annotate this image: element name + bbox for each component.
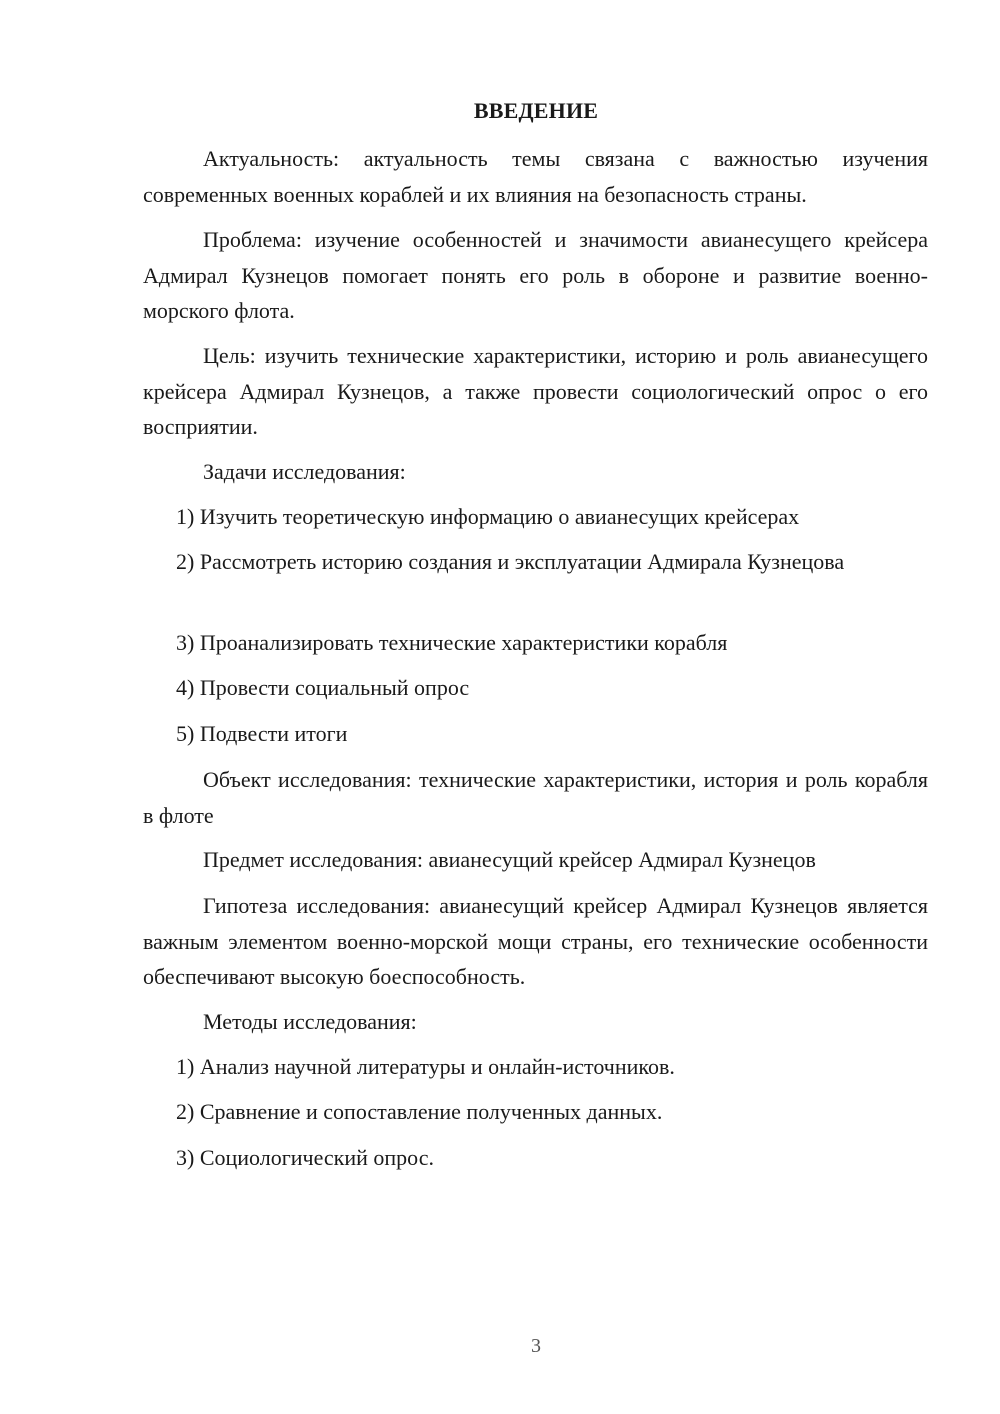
- task-item-2: 2) Рассмотреть историю создания и эксплуатации Адмирала Кузнецова: [176, 549, 845, 574]
- hypothesis-paragraph: Гипотеза исследования: авианесущий крейсер Адмирал Кузнецов является важным элементом военно-морской мощи страны, его технические особенности обеспечивают высокую боеспособность.: [143, 893, 928, 989]
- task-item-3: 3) Проанализировать технические характеристики корабля: [176, 630, 728, 655]
- task-item-4: 4) Провести социальный опрос: [176, 675, 470, 700]
- task-item-1: 1) Изучить теоретическую информацию о авианесущих крейсерах: [176, 504, 800, 529]
- problem-paragraph: Проблема: изучение особенностей и значимости авианесущего крейсера Адмирал Кузнецов помогает понять его роль в обороне и развитие военно-морского флота.: [143, 227, 928, 323]
- relevance-paragraph: Актуальность: актуальность темы связана с важностью изучения современных военных кораблей и их влияния на безопасность страны.: [143, 146, 928, 207]
- methods-heading: Методы исследования:: [203, 1009, 417, 1034]
- page-number: 3: [531, 1335, 541, 1357]
- object-paragraph: Объект исследования: технические характеристики, история и роль корабля в флоте: [143, 767, 928, 828]
- goal-paragraph: Цель: изучить технические характеристики, историю и роль авианесущего крейсера Адмирал Кузнецов, а также провести социологический опрос о его восприятии.: [143, 343, 928, 439]
- tasks-heading: Задачи исследования:: [203, 459, 406, 484]
- method-item-1: 1) Анализ научной литературы и онлайн-источников.: [176, 1054, 675, 1079]
- method-item-2: 2) Сравнение и сопоставление полученных данных.: [176, 1099, 663, 1124]
- section-title: ВВЕДЕНИЕ: [473, 98, 599, 123]
- method-item-3: 3) Социологический опрос.: [176, 1145, 434, 1170]
- task-item-5: 5) Подвести итоги: [176, 721, 348, 746]
- subject-paragraph: Предмет исследования: авианесущий крейсер Адмирал Кузнецов: [203, 847, 816, 872]
